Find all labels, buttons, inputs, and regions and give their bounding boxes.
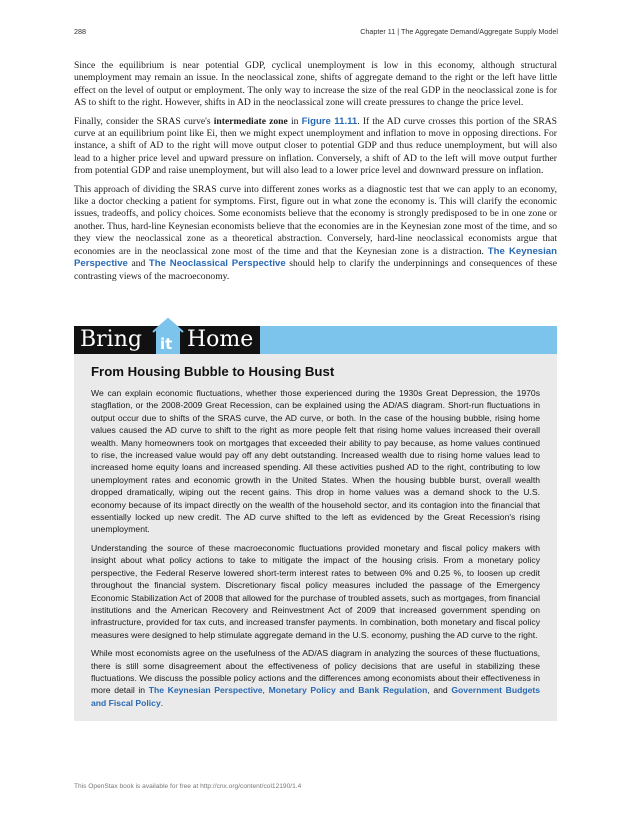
chapter-title: Chapter 11 | The Aggregate Demand/Aggregate Supply Model	[360, 27, 558, 36]
paragraph-3-text-c: should help to clarify the underpinnings and consequences of these contrasting views of the macroeconomy.	[74, 258, 558, 282]
bring-it-home-feature	[74, 354, 557, 721]
body-text	[74, 60, 557, 289]
bring-it-home-banner	[74, 326, 557, 354]
paragraph-1-text: Since the equilibrium is near potential GDP, cyclical unemployment is low in this economy, although structural unemployment may remain an issue. In the neoclassical zone, shifts of aggregate demand to the right or the left have little effect on the level of output or employment. The only way to increase the size of the real GDP in the neoclassical zone is for AS to shift to the right. However, shifts in AD in the neoclassical zone will create pressures to change the price level.	[74, 60, 557, 109]
feature-paragraph-2: Understanding the source of these macroeconomic fluctuations provided monetary and fiscal policy makers with insight about what policy actions to take to mitigate the impact of the housing crisis. From a monetary policy perspective, the Federal Reserve lowered short-term interest rates to between 0% and 0.25 %, to loosen up credit throughout the financial system. Discretionary fiscal policy measures included the passage of the Emergency Economic Stabilization Act of 2008 that allowed for the purchase of troubled assets, such as mortgages, from financial institutions and the American Recovery and Reinvestment Act of 2009 that increased government spending on infrastructure, provided for tax cuts, and increased transfer payments. In combination, both monetary and fiscal policy measures were designed to help stimulate aggregate demand in the U.S. economy, pushing the AD curve to the right.	[91, 542, 540, 640]
paragraph-2-text-b: in	[287, 115, 302, 127]
feature-keynesian-perspective-link[interactable]: The Keynesian Perspective	[148, 685, 263, 696]
banner-word-home: Home	[187, 327, 254, 352]
feature-paragraph-3-text-b: ,	[262, 685, 269, 696]
feature-paragraph-3-text-c: , and	[427, 685, 452, 696]
page-header	[74, 27, 558, 39]
keynesian-perspective-link[interactable]: The Keynesian Perspective	[74, 245, 557, 270]
banner-word-bring: Bring	[80, 327, 142, 352]
intermediate-zone-term: intermediate zone	[213, 115, 288, 127]
feature-title: From Housing Bubble to Housing Bust	[91, 364, 335, 379]
house-icon	[152, 317, 184, 354]
feature-paragraph-1: We can explain economic fluctuations, whether those experienced during the 1930s Great Depression, the 1970s stagflation, or the 2008-2009 Great Recession, can be explained using the AD/AS diagram. Short-run fluctuations in output occur due to shifts of the SRAS curve, the AD curve, or both. In the case of the housing bubble, rising home values caused the AD curve to shift to the right as more people felt that rising home values increased their overall wealth. Many homeowners took on mortgages that exceeded their ability to pay because, as home values continued to rise, the increased value would pay off any debt outstanding. Increased wealth due to rising home values lead to increased home equity loans and increased spending. All these activities pushed AD to the right, contributing to low unemployment rates and economic growth in the United States. When the housing bubble burst, overall wealth dropped dramatically, wiping out the recent gains. This drop in home values was a demand shock to the U.S. economy because of its impact directly on the wealth of the household sector, and its contagion into the financial that essentially locked up new credit. The AD curve shifted to the left as evidenced by the Great Recession's rising unemployment.	[91, 388, 540, 535]
feature-paragraph-3	[91, 647, 540, 709]
paragraph-3-text-a: This approach of dividing the SRAS curve into different zones works as a diagnostic test that we can apply to an economy, like a doctor checking a patient for symptoms. First, figure out in what zone the economy is. This will clarify the economic issues, tradeoffs, and policy choices. Some economists believe that the economy is strongly predisposed to be in one zone or another. Thus, hard-line Keynesian economists believe that the economies are in the Keynesian zone most of the time, and so they view the neoclassical zone as a theoretical abstraction. Conversely, hard-line neoclassical economists argue that economies are in the neoclassical zone most of the time and that the Keynesian zone is a distraction.	[74, 183, 557, 257]
figure-11-11-link[interactable]: Figure 11.11	[301, 115, 358, 127]
paragraph-3	[74, 184, 557, 283]
page-number: 288	[74, 27, 86, 36]
monetary-policy-link[interactable]: Monetary Policy and Bank Regulation	[268, 685, 428, 696]
feature-paragraph-3-text-d: .	[160, 697, 164, 708]
government-budgets-link[interactable]: Government Budgets and Fiscal Policy	[91, 685, 540, 708]
paragraph-3-text-b: and	[127, 258, 149, 270]
feature-paragraph-3-text-a: While most economists agree on the usefulness of the AD/AS diagram in analyzing the sources of these fluctuations, there is still some disagreement about the effectiveness of policy decisions that are useful in stabilizing these fluctuations. We discuss the possible policy actions and the differences among economists about their effectiveness in more detail in	[91, 648, 540, 696]
paragraph-2	[74, 116, 557, 178]
paragraph-2-text-c: . If the AD curve crosses this portion of the SRAS curve at an equilibrium point like Ei, then we might expect unemployment and inflation to move in opposing directions. For instance, a shift of AD to the right will move output closer to potential GDP and thus reduce unemployment, but will also lead to a higher price level and upward pressure on inflation. Conversely, a shift of AD to the left will move output further from potential GDP and raise unemployment, but will also lead to a lower price level and downward pressure on inflation.	[74, 115, 557, 177]
page-footer: This OpenStax book is available for free at http://cnx.org/content/col12190/1.4	[74, 783, 302, 790]
bring-it-home-logo	[74, 326, 260, 354]
banner-word-it: it	[160, 335, 173, 353]
neoclassical-perspective-link[interactable]: The Neoclassical Perspective	[148, 258, 286, 270]
paragraph-2-text-a: Finally, consider the SRAS curve's	[74, 115, 214, 127]
paragraph-1	[74, 60, 557, 110]
